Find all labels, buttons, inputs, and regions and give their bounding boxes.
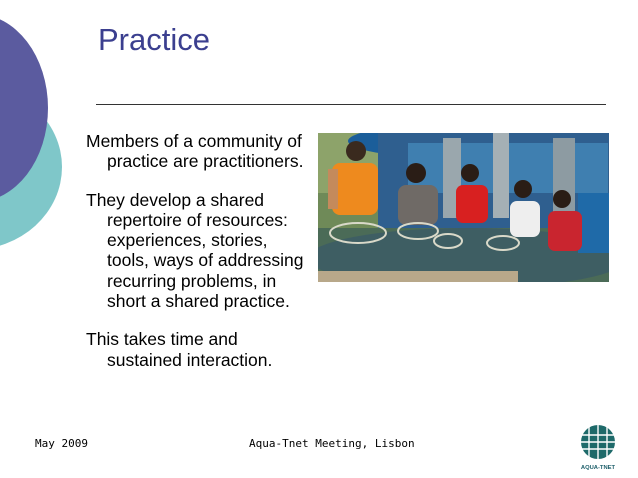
body-paragraph: They develop a shared repertoire of resources: experiences, stories, tools, ways of addressing recurring problems, in short a shared practice. [86, 189, 304, 312]
logo-text: AQUA-TNET [580, 465, 616, 471]
students-fish-tank-photo [318, 133, 609, 282]
slide-title: Practice [98, 22, 210, 57]
globe-logo-icon [576, 422, 620, 474]
footer-event: Aqua-Tnet Meeting, Lisbon [249, 437, 415, 450]
footer-date: May 2009 [35, 437, 88, 450]
slide-body [86, 131, 314, 388]
title-divider [96, 104, 606, 105]
body-paragraph: Members of a community of practice are practitioners. [86, 131, 304, 172]
body-paragraph: This takes time and sustained interaction. [86, 329, 273, 370]
